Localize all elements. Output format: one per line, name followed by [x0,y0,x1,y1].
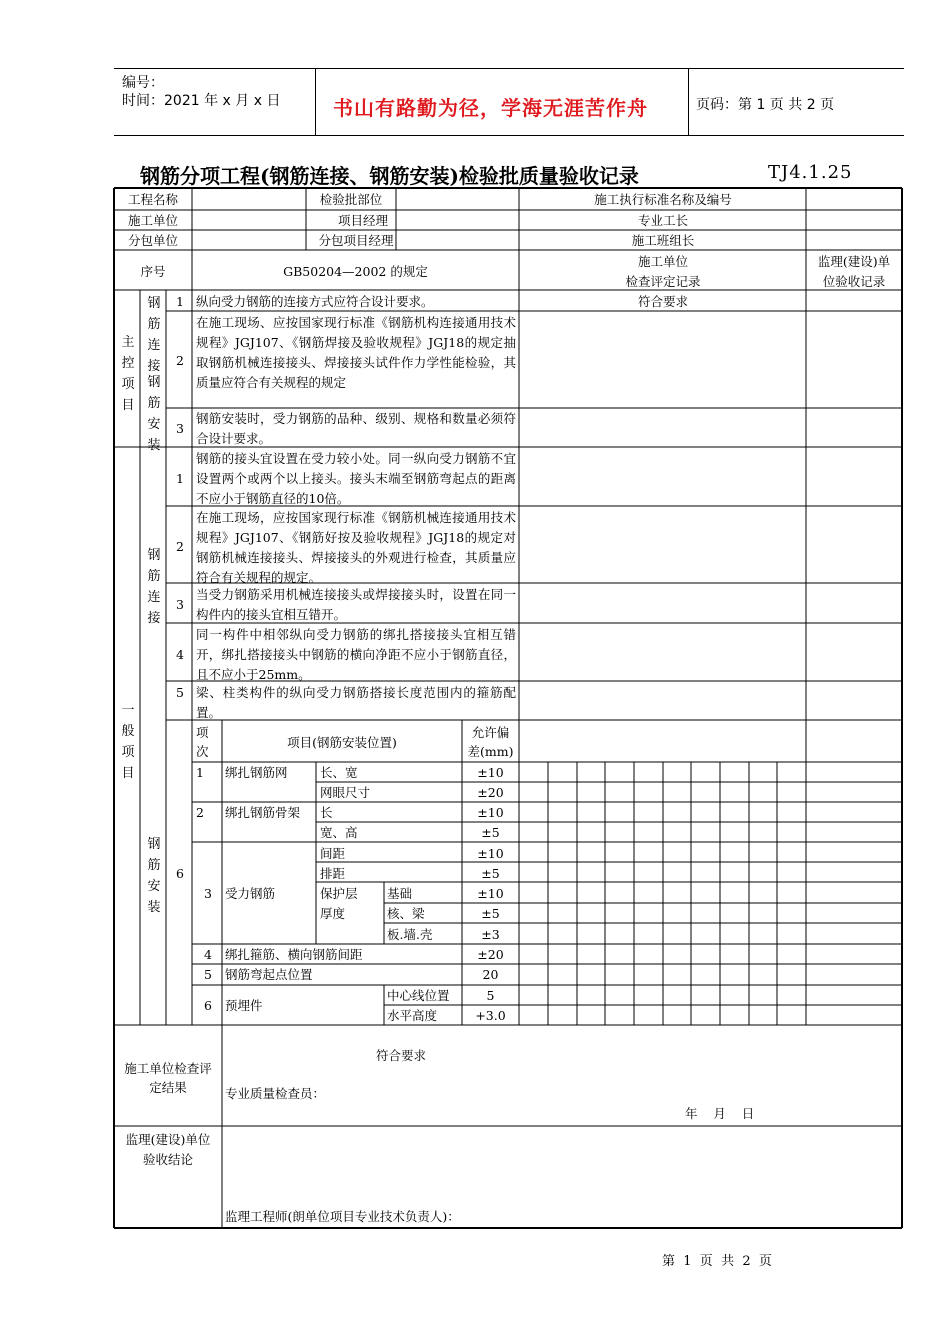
general-item-2-no: 2 [176,539,184,554]
main-item-2-text: 在施工现场、应按国家现行标准《钢筋机构连接通用技术规程》JGJ107、《钢筋焊接及验收规程》JGJ18的规定抽取钢筋机械连接接头、焊接接头试件作力学性能检验，其质量应符合有关规程的规定 [196,315,516,390]
main-item-3-text: 钢筋安装时，受力钢筋的品种、级别、规格和数量必须符合设计要求。 [196,411,516,446]
tol-row-3c1-label: 基础 [387,886,413,901]
project-manager-label: 项目经理 [337,213,388,228]
tol-row-2a-value: ±10 [477,805,504,820]
general-item-1-no: 1 [176,471,184,486]
tol-row-3c3-value: ±3 [481,927,500,942]
contractor-result-label-l2: 定结果 [149,1080,187,1095]
general-item-3-no: 3 [176,597,184,612]
tol-row-3-name: 受力钢筋 [225,886,276,901]
tol-row-6a-value: 5 [486,988,495,1003]
supervisor-conclusion-label-l2: 验收结论 [142,1152,193,1167]
tol-row-1a-value: ±10 [477,765,504,780]
tol-row-3c-label-l2: 厚度 [320,906,346,921]
general-sub2-label: 钢筋安装 [147,837,161,915]
tol-row-1b-label: 网眼尺寸 [320,785,371,800]
document-code: TJ4.1.25 [768,162,853,183]
tol-row-2a-label: 长 [320,805,333,820]
tol-row-2b-value: ±5 [481,825,500,840]
general-item-5-no: 5 [176,685,184,700]
general-sub1-label: 钢筋连接 [147,548,161,626]
tol-row-3c3-label: 板.墙.壳 [387,927,433,942]
tol-row-3c1-value: ±10 [477,886,504,901]
quality-inspector-label: 专业质量检查员： [225,1086,326,1101]
tol-row-3-no: 3 [204,886,212,901]
tol-row-1-name: 绑扎钢筋网 [225,765,288,780]
general-group-label: 一般项目 [121,703,135,781]
seq-header: 序号 [140,264,166,279]
tol-row-3b-value: ±5 [481,866,500,881]
tol-row-2-no: 2 [196,805,204,820]
time-label: 时间：2021 年 x 月 x 日 [122,93,281,109]
tol-row-3a-label: 间距 [320,846,346,861]
foreman-label: 专业工长 [637,213,688,228]
tol-row-1a-label: 长、宽 [320,765,358,780]
page-footer: 第 1 页 共 2 页 [662,1254,772,1269]
tol-row-6a-label: 中心线位置 [387,988,450,1003]
page-label: 页码：第 1 页 共 2 页 [696,97,835,113]
general-item-6-no: 6 [176,866,184,881]
tol-row-3c2-label: 核、梁 [387,906,425,921]
tol-item-header: 项目(钢筋安装位置) [287,735,397,750]
main-group-label: 主控项目 [121,335,135,413]
subcontractor-label: 分包单位 [127,233,178,248]
tol-row-3a-value: ±10 [477,846,504,861]
tol-row-4-no: 4 [204,947,212,962]
tol-no-header-l1: 项 [196,725,209,740]
general-item-2-text: 在施工现场，应按国家现行标准《钢筋机械连接通用技术规程》JGJ107、《钢筋好按及验收规程》JGJ18的规定对钢筋机械连接接头、焊接接头的外观进行检查，其质量应符合有关规程的规定。 [196,510,516,585]
general-item-4-text: 同一构件中相邻纵向受力钢筋的绑扎搭接接头宜相互错开，绑扎搭接接头中钢筋的横向净距不应小于钢筋直径，且不应小于25mm。 [196,627,516,682]
main-item-2-no: 2 [176,353,184,368]
team-leader-label: 施工班组长 [631,233,695,248]
motto: 书山有路勤为径，学海无涯苦作舟 [333,96,648,120]
tol-row-6-no: 6 [204,998,212,1013]
general-item-5-text: 梁、柱类构件的纵向受力钢筋搭接长度范围内的箍筋配置。 [196,685,516,720]
supervisor-conclusion-label-l1: 监理(建设)单位 [125,1132,211,1147]
tol-row-2b-label: 宽、高 [320,825,358,840]
tol-row-5-value: 20 [482,967,499,982]
main-item-1-no: 1 [176,294,184,309]
general-item-1-text: 钢筋的接头宜设置在受力较小处。同一纵向受力钢筋不宜设置两个或两个以上接头。接头末端至钢筋弯起点的距离不应小于钢筋直径的10倍。 [196,451,516,506]
tol-row-4-value: ±20 [477,947,504,962]
number-label: 编号： [122,75,164,91]
contractor-label: 施工单位 [127,213,178,228]
project-name-label: 工程名称 [127,192,178,207]
tol-row-5-name: 钢筋弯起点位置 [225,967,313,982]
supervisor-header-line2: 位验收记录 [822,274,886,289]
sub-manager-label: 分包项目经理 [318,233,394,248]
regulation-header: GB50204—2002 的规定 [283,264,428,279]
tol-row-3c-label-l1: 保护层 [320,886,358,901]
contractor-result-label-l1: 施工单位检查评 [124,1061,212,1076]
tol-row-1-no: 1 [196,765,204,780]
tol-row-4-name: 绑扎箍筋、横向钢筋间距 [225,947,363,962]
contractor-date: 年 月 日 [685,1106,755,1121]
inspection-part-label: 检验批部位 [319,192,383,207]
general-item-3-text: 当受力钢筋采用机械连接接头或焊接接头时，设置在同一构件内的接头宜相互错开。 [196,587,516,622]
tol-row-6-name: 预埋件 [225,998,263,1013]
tol-row-5-no: 5 [204,967,212,982]
contractor-eval-header: 施工单位 检查评定记录 [625,254,701,289]
general-item-4-no: 4 [176,647,184,662]
tol-no-header-l2: 次 [196,744,209,759]
standard-name-label: 施工执行标准名称及编号 [594,192,732,207]
tol-row-3c2-value: ±5 [481,906,500,921]
supervising-engineer-label: 监理工程师(朗单位项目专业技术负责人)： [225,1209,460,1224]
tol-value-header-l2: 差(mm) [467,744,514,759]
tol-row-3b-label: 排距 [320,866,346,881]
tol-row-1b-value: ±20 [477,785,504,800]
document-title: 钢筋分项工程(钢筋连接、钢筋安装)检验批质量验收记录 [140,164,639,188]
tol-row-6b-value: +3.0 [475,1008,506,1023]
tol-row-6b-label: 水平高度 [387,1008,438,1023]
main-item-1-text: 纵向受力钢筋的连接方式应符合设计要求。 [196,294,434,309]
tol-row-2-name: 绑扎钢筋骨架 [225,805,301,820]
main-item-3-no: 3 [176,421,184,436]
contractor-result-text: 符合要求 [376,1048,427,1063]
tol-value-header-l1: 允许偏 [471,725,510,740]
main-sub2-label: 钢筋安装 [147,375,161,453]
main-item-1-result: 符合要求 [637,294,688,309]
supervisor-header-line1: 监理(建设)单 [817,254,891,269]
main-sub1-label: 钢筋连接 [147,296,161,374]
